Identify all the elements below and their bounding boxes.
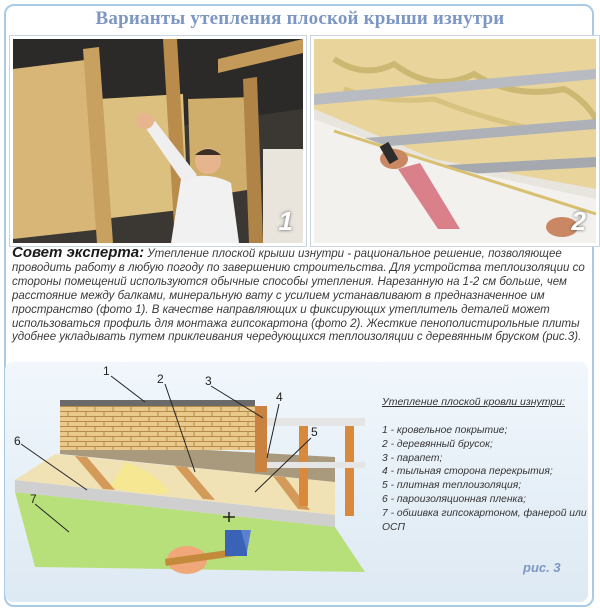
legend-item: 2 - деревянный брусок; (382, 438, 493, 450)
photo-2-image (314, 39, 596, 243)
callout-3: 3 (205, 374, 212, 388)
advice-label: Совет эксперта: (12, 244, 145, 261)
legend-item: 4 - тыльная сторона перекрытия; (382, 466, 553, 478)
advice-text: Утепление плоской крыши изнутри - рациональное решение, позволяющее проводить работу в любую погоду по завершению строительства. Для устройства теплоизоляции со стороны помещений используются обычные способы утепления. Нарезанную на 1-2 см больше, чем расстояние между балками, минеральную вату с усилием устанавливают в предназначенное им пространство (фото 1). В качестве направляющих и фиксирующих утеплитель деталей может использоваться профиль для монтажа гипсокартона (фото 2). Жесткие пенополистирольные плиты удобнее укладывать путем приклеивания чередующихся теплоизоляции с деревянным бруском (рис.3). (12, 248, 585, 344)
callout-5: 5 (311, 425, 318, 439)
legend-item: 5 - плитная теплоизоляция; (382, 480, 522, 492)
roof-covering (60, 404, 255, 450)
photo-1-number: 1 (278, 206, 293, 236)
legend-item: 6 - пароизоляционная пленка; (382, 493, 527, 505)
callout-2: 2 (157, 372, 164, 386)
page-title: Варианты утепления плоской крыши изнутри (95, 8, 505, 29)
callout-6: 6 (14, 434, 21, 448)
photo-2-number: 2 (571, 206, 586, 236)
callout-1: 1 (103, 364, 110, 378)
legend-item: 1 - кровельное покрытие; (382, 425, 508, 436)
photo-1 (10, 36, 306, 246)
photo-1-image (13, 39, 303, 243)
expert-advice (12, 246, 590, 345)
photo-2 (311, 36, 599, 246)
legend-item: 7 - обшивка гипсокартоном, фанерой или ОСП (382, 507, 587, 533)
legend-title: Утепление плоской кровли изнутри: (382, 396, 565, 408)
parapet (255, 406, 267, 472)
callout-7: 7 (30, 492, 37, 506)
legend-list (382, 424, 592, 534)
callout-4: 4 (276, 390, 283, 404)
figure-caption: рис. 3 (523, 560, 561, 575)
legend-item: 3 - парапет; (382, 452, 443, 464)
